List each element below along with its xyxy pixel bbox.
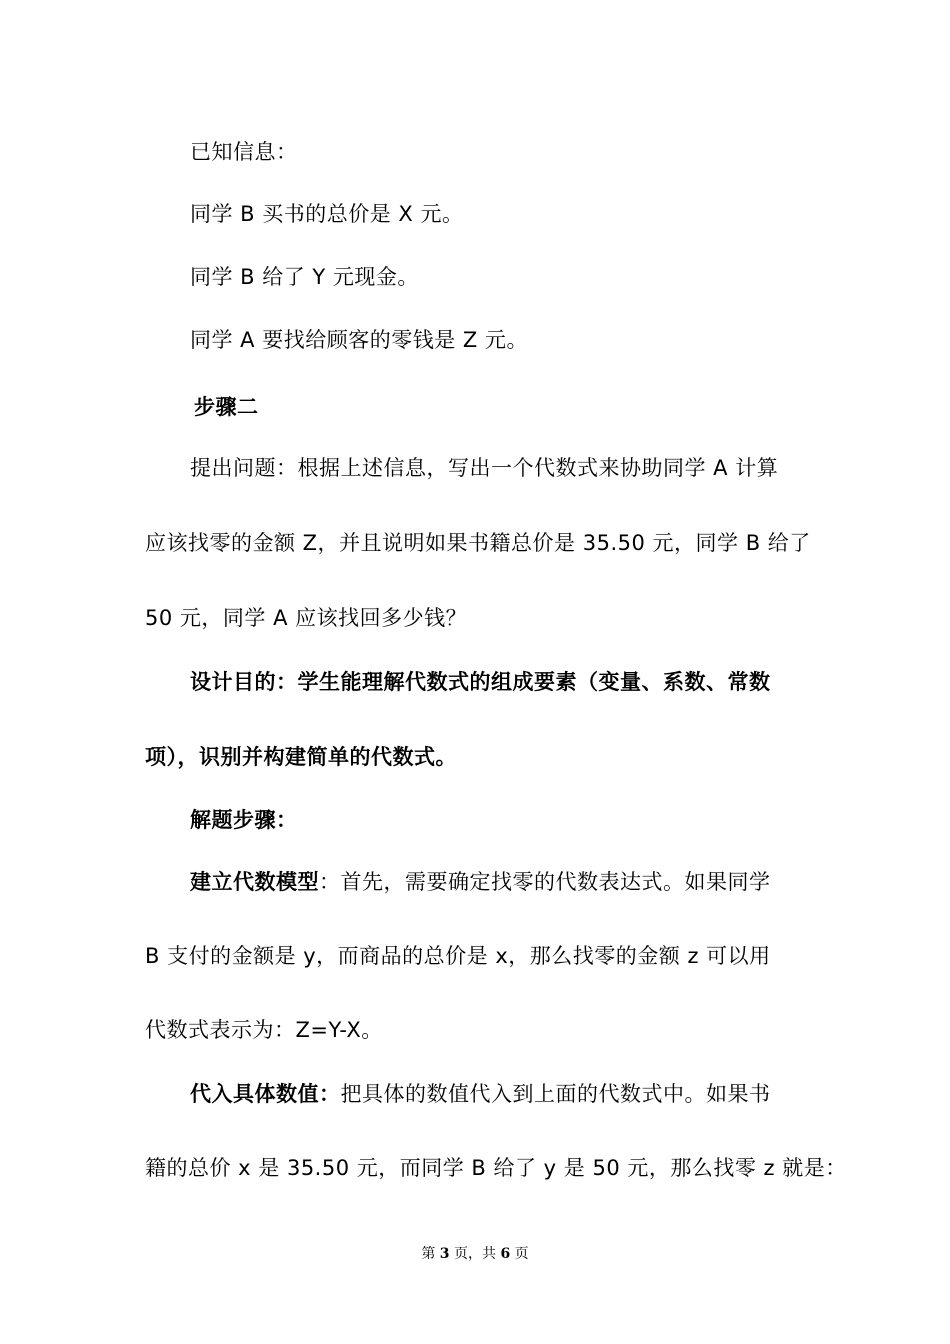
known-info-item-2: 同学 B 给了 Y 元现金。 [190, 265, 419, 289]
footer-current-page: 3 [439, 1246, 450, 1262]
question-line-2: 应该找零的金额 Z，并且说明如果书籍总价是 35.50 元，同学 B 给了 [145, 531, 811, 555]
question-line-3: 50 元，同学 A 应该找回多少钱？ [145, 606, 468, 630]
question-line-1: 提出问题：根据上述信息，写出一个代数式来协助同学 A 计算 [190, 456, 779, 480]
footer-prefix: 第 [421, 1246, 436, 1262]
footer-total-pages: 6 [500, 1246, 511, 1262]
model-paragraph-line-2: B 支付的金额是 y，而商品的总价是 x，那么找零的金额 z 可以用 [145, 944, 771, 968]
model-label: 建立代数模型 [190, 870, 319, 894]
substitute-label: 代入具体数值： [190, 1082, 341, 1106]
solution-steps-heading: 解题步骤： [190, 808, 298, 832]
footer-middle: 页，共 [454, 1246, 496, 1262]
substitute-paragraph-line-2: 籍的总价 x 是 35.50 元，而同学 B 给了 y 是 50 元，那么找零 z 就是： [145, 1156, 847, 1180]
design-purpose-line-1: 设计目的：学生能理解代数式的组成要素（变量、系数、常数 [190, 670, 771, 694]
model-paragraph-line-1 [190, 868, 771, 896]
model-line-1-text: ：首先，需要确定找零的代数表达式。如果同学 [319, 870, 771, 894]
substitute-line-1-text: 把具体的数值代入到上面的代数式中。如果书 [340, 1082, 771, 1106]
design-purpose-line-2: 项），识别并构建简单的代数式。 [145, 745, 457, 769]
substitute-paragraph-line-1 [190, 1080, 771, 1108]
known-info-heading: 已知信息： [190, 140, 298, 164]
known-info-item-1: 同学 B 买书的总价是 X 元。 [190, 202, 464, 226]
known-info-item-3: 同学 A 要找给顾客的零钱是 Z 元。 [190, 328, 528, 352]
page-footer [0, 1244, 950, 1264]
footer-suffix: 页 [514, 1246, 529, 1262]
step-two-heading: 步骤二 [194, 395, 259, 419]
model-paragraph-line-3: 代数式表示为：Z=Y-X。 [145, 1018, 383, 1042]
